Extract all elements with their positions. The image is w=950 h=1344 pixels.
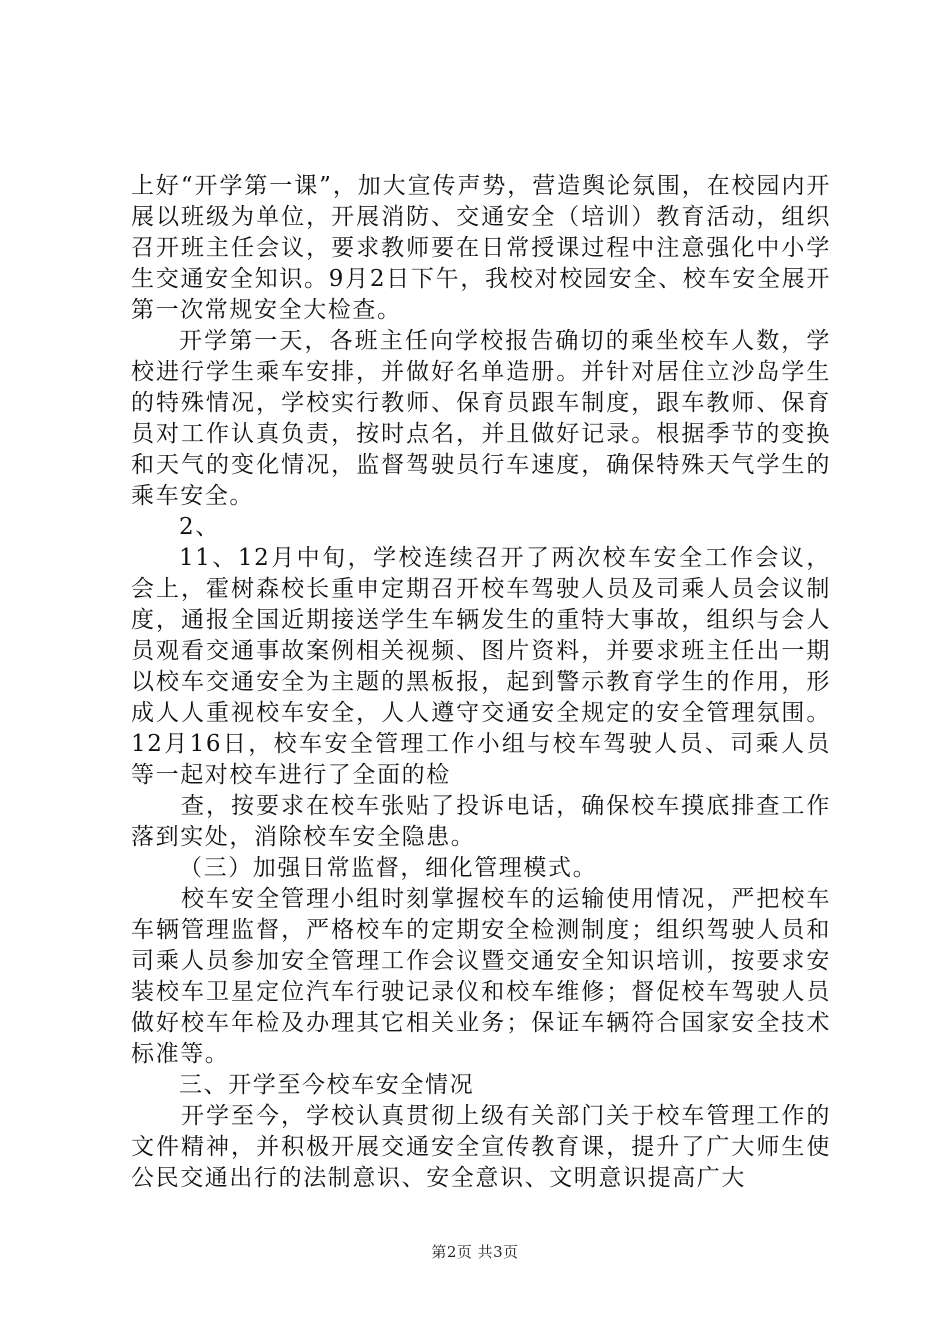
document-body <box>131 171 831 1194</box>
paragraph-5: 查，按要求在校车张贴了投诉电话，确保校车摸底排查工作落到实处，消除校车安全隐患。 <box>131 793 831 850</box>
page-footer <box>0 1241 950 1262</box>
paragraph-9: 开学至今，学校认真贯彻上级有关部门关于校车管理工作的文件精神，并积极开展交通安全宣传教育课，提升了广大师生使公民交通出行的法制意识、安全意识、文明意识提高广大 <box>131 1103 831 1191</box>
paragraph-3: 2、 <box>179 514 220 540</box>
paragraph-8: 三、开学至今校车安全情况 <box>179 1072 475 1098</box>
paragraph-4: 11、12月中旬，学校连续召开了两次校车安全工作会议，会上，霍树森校长重申定期召开校车驾驶人员及司乘人员会议制度，通报全国近期接送学生车辆发生的重特大事故，组织与会人员观看交通事故案例相关视频、图片资料，并要求班主任出一期以校车交通安全为主题的黑板报，起到警示教育学生的作用，形成人人重视校车安全，人人遵守交通安全规定的安全管理氛围。12月16日，校车安全管理工作小组与校车驾驶人员、司乘人员等一起对校车进行了全面的检 <box>131 545 831 788</box>
page-number: 第2页 共3页 <box>431 1243 519 1261</box>
paragraph-7: 校车安全管理小组时刻掌握校车的运输使用情况，严把校车车辆管理监督，严格校车的定期安全检测制度；组织驾驶人员和司乘人员参加安全管理工作会议暨交通安全知识培训，按要求安装校车卫星定位汽车行驶记录仪和校车维修；督促校车驾驶人员做好校车年检及办理其它相关业务；保证车辆符合国家安全技术标准等。 <box>131 886 831 1067</box>
paragraph-2: 开学第一天，各班主任向学校报告确切的乘坐校车人数，学校进行学生乘车安排，并做好名单造册。并针对居住立沙岛学生的特殊情况，学校实行教师、保育员跟车制度，跟车教师、保育员对工作认真负责，按时点名，并且做好记录。根据季节的变换和天气的变化情况，监督驾驶员行车速度，确保特殊天气学生的乘车安全。 <box>131 328 831 509</box>
paragraph-6: （三）加强日常监督，细化管理模式。 <box>179 855 598 881</box>
paragraph-1: 上好“开学第一课”，加大宣传声势，营造舆论氛围，在校园内开展以班级为单位，开展消防、交通安全（培训）教育活动，组织召开班主任会议，要求教师要在日常授课过程中注意强化中小学生交通安全知识。9月2日下午，我校对校园安全、校车安全展开第一次常规安全大检查。 <box>131 173 831 323</box>
